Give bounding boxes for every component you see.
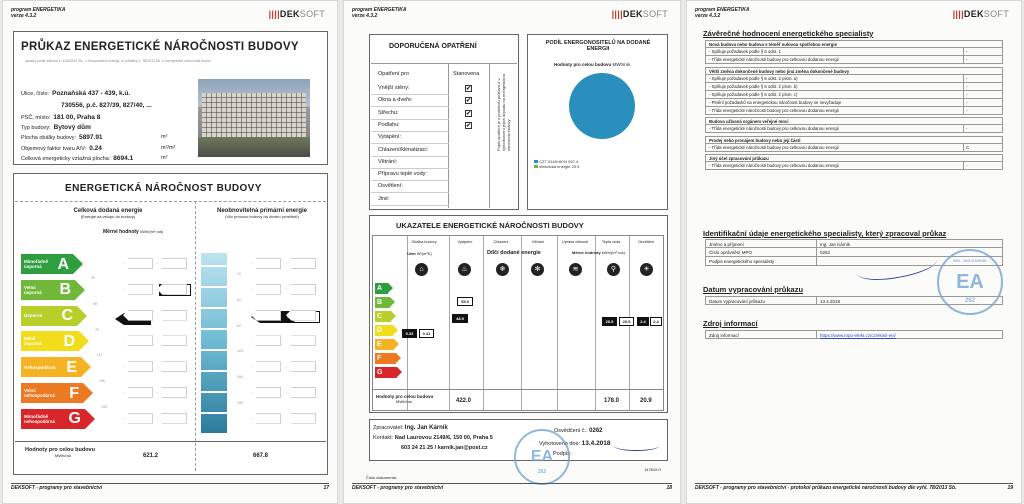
delivered-energy-header: Celková dodaná energie (Energie na vstupu do budovy) (73, 208, 143, 219)
building-field: Objemový faktor tvaru A/V: 0.24 m²/m³ (21, 145, 176, 152)
heating-icon: ♨ (458, 263, 471, 276)
mini-class-a: A (375, 283, 388, 294)
total-values-label: Hodnoty pro celou budovu MWh/rok (376, 394, 434, 404)
measure-checkbox: ✔ (466, 98, 472, 105)
energy-class-b: Velmi úsporná B (21, 280, 75, 300)
measure-item: Jiné: (378, 195, 390, 202)
uem-building-value: 0.33 (402, 329, 417, 338)
scale-marker-outline (157, 361, 187, 372)
official-stamp: EA 262 (514, 429, 570, 485)
specialist-row: Číslo oprávnění MPO 0262 (705, 248, 1003, 257)
page-footer: DEKSOFT - programy pro stavebnictví - protokol průkazu energetické náročnosti budovy dle vyhl. 78/2013 Sb. 19 (695, 485, 1013, 491)
issue-date-title: Datum vypracování průkazu (703, 285, 804, 294)
mini-class-c: C (375, 311, 391, 322)
measure-checkbox: ✔ (466, 122, 472, 129)
lighting-bulb-icon: ☀ (640, 263, 653, 276)
indicators-title: UKAZATELE ENERGETICKÉ NÁROČNOSTI BUDOVY (396, 221, 584, 230)
measures-column-status: Stanovena (453, 71, 480, 77)
assessment-row: - Splňuje požadavek podle § 6 odst. 2 písm. a) - (705, 75, 1003, 83)
building-field: Typ budovy: Bytový dům (21, 124, 91, 131)
indicator-column-header: Osvětlení (637, 240, 655, 244)
energy-class-f: Velmi nehospodárná F (21, 383, 83, 403)
program-label: program ENERGETIKA verze 4.3.2 (695, 7, 750, 19)
hot-water-reference-value: 20.5 (619, 317, 634, 326)
class-threshold-delivered: 39 (91, 276, 95, 280)
energy-class-d: Méně úsporná D (21, 331, 79, 351)
official-stamp: EA 262 ING. JAN KÁRNÍK (937, 249, 1003, 315)
assessment-row: - Splňuje požadavek podle § 6 odst. 1 - (705, 48, 1003, 56)
indicator-column-header: Vytápění (457, 240, 473, 244)
assessment-section-header: Jiný účel zpracování průkazu (705, 154, 1003, 162)
page-footer: DEKSOFT - programy pro stavebnictví 18 (352, 485, 672, 491)
specialist-row: Jméno a příjmení Ing. Jan Kárník (705, 239, 1003, 248)
pie-legend: CZT 0148+60% 597.4 elektrická energie 23.9 (534, 159, 579, 169)
mini-class-f: F (375, 353, 396, 364)
scale-marker-outline (286, 258, 316, 269)
assessment-row: - Splňuje požadavek podle § 6 odst. 2 písm. b) - (705, 83, 1003, 91)
total-lighting-value: 20.9 (640, 398, 652, 404)
assessment-section-header: Budova užívaná orgánem veřejné moci (705, 117, 1003, 125)
assessment-row: - Třída energetické náročnosti budovy pro celkovou dodanou energii - (705, 56, 1003, 64)
scale-marker-outline (123, 361, 153, 372)
lighting-reference-value: 2.4 (650, 317, 662, 326)
class-threshold-delivered: 78 (95, 327, 99, 332)
indicator-column-header: Úprava vlhkosti (562, 240, 588, 244)
house-envelope-icon: ⌂ (415, 263, 428, 276)
total-delivered-value: 621.2 (143, 453, 159, 459)
scale-marker-outline (286, 310, 316, 321)
scale-marker-outline (251, 387, 281, 398)
hot-water-building-value: 20.5 (602, 317, 617, 326)
energy-carrier-share-title: PODÍL ENERGONOSITELŮ NA DODANÉ ENERGII (545, 40, 651, 52)
measure-item: Přípravu teplé vody: (378, 171, 427, 178)
specialist-row: Podpis energetického specialisty (705, 257, 1003, 266)
assessment-section-header: Prodej nebo pronájem budovy nebo její části (705, 136, 1003, 144)
energy-carrier-pie-chart (569, 73, 635, 139)
handwritten-signature (614, 441, 659, 451)
class-threshold-primary: 82 (237, 323, 241, 328)
contact-field: Kontakt: Nad Laurovou 2149/6, 150 00, Praha 5 (373, 435, 493, 441)
issue-date-row: Datum vypracování průkazu 13.4.2018 (705, 296, 1003, 305)
class-threshold-delivered: 117 (97, 353, 103, 358)
scale-marker-outline (123, 310, 153, 321)
measure-item: Vytápění: (378, 134, 402, 141)
certificate-page-19 (686, 0, 1022, 504)
building-field: Celková energeticky vztažná plocha: 8694.1 m² (21, 155, 168, 162)
building-field: PSČ, místo: 181 00, Praha 8 (21, 114, 101, 121)
hot-water-tap-icon: ⚲ (607, 263, 620, 276)
deksoft-logo: ||||DEKSOFT (952, 9, 1009, 19)
total-heating-value: 422.0 (456, 398, 472, 404)
assessment-row: - Třída energetické náročnosti budovy pro celkovou dodanou energii C (705, 144, 1003, 152)
assessment-section-header: Nová budova nebo budova s téměř nulovou spotřebou energie (705, 40, 1003, 48)
processor-field: Zpracovatel: Ing. Jan Kárník (373, 425, 448, 431)
certificate-page-17 (2, 0, 338, 504)
scale-marker-outline (157, 284, 187, 295)
scale-marker-outline (286, 335, 316, 346)
assessment-row: - Třída energetické náročnosti budovy pro celkovou dodanou energii - (705, 162, 1003, 170)
scale-marker-outline (157, 413, 187, 424)
mini-class-e: E (375, 339, 394, 350)
energy-carrier-subtitle: Hodnoty pro celou budovu MWh/rok (554, 62, 631, 67)
measure-item: Osvětlení: (378, 183, 403, 190)
assessment-section-header: Větší změna dokončené budovy nebo jiná změna dokončené budovy (705, 67, 1003, 75)
cooling-icon: ❄ (496, 263, 509, 276)
class-threshold-delivered: 195 (101, 405, 107, 409)
building-field: Plocha obálky budovy: 5897.91 m² (21, 134, 168, 141)
measure-item: Podlahu: (378, 121, 400, 128)
lighting-building-value: 2.4 (637, 317, 649, 326)
document-number-value: 147619.0 (644, 467, 661, 472)
page-footer: DEKSOFT - programy pro stavebnictví 17 (11, 485, 329, 491)
mini-class-d: D (375, 325, 393, 336)
measures-column-label: Opatření pro (378, 71, 409, 77)
energy-class-e: Nehospodárná E (21, 357, 81, 377)
scale-marker-outline (123, 387, 153, 398)
mini-class-g: G (375, 367, 397, 378)
scale-marker-outline (286, 413, 316, 424)
indicator-column-header: Obálka budovy (411, 240, 437, 244)
info-source-row[interactable]: Zdroj informací https://www.mpo-efekt.cz/cz/ekis/i-eis/ (705, 330, 1003, 339)
final-assessment-title: Závěrečné hodnocení energetického specialisty (703, 29, 874, 38)
energy-class-g: Mimořádně nehospodárná G (21, 409, 85, 429)
scale-marker-outline (251, 258, 281, 269)
measure-item: Vnější stěny: (378, 85, 410, 91)
recommended-measures-title: DOPORUČENÁ OPATŘENÍ (389, 43, 477, 50)
class-threshold-primary: 205 (237, 401, 243, 405)
total-primary-value: 667.8 (253, 453, 269, 459)
total-hot-water-value: 178.0 (604, 398, 620, 404)
uem-reference-value: 0.41 (419, 329, 434, 338)
assessment-row: - Plnění požadavků na energetickou náročnost budovy se nevyžaduje - (705, 99, 1003, 107)
mini-class-b: B (375, 297, 390, 308)
measures-note: Popis opatření je v protokolu průkazu a v vyhodnocení jejich dopadu na energetickou náročnost budovy (496, 74, 511, 151)
measure-item: Okna a dveře: (378, 97, 413, 104)
certificate-subtitle: vydaný podle zákona č. 406/2000 Sb., o hospodaření energií, a vyhlášky č. 78/2013 Sb. o energetické náročnosti budov (25, 59, 211, 63)
program-label: program ENERGETIKA verze 4.3.2 (11, 7, 66, 19)
building-field: Ulice, číslo: Poznaňská 437 - 439, k.ú. (21, 90, 131, 97)
assessment-row: - Třída energetické náročnosti budovy pro celkovou dodanou energii - (705, 125, 1003, 133)
heating-building-value: 48.5 (452, 314, 468, 323)
deksoft-logo: ||||DEKSOFT (611, 9, 668, 19)
uem-label: Uem W/(m²K) (407, 251, 432, 256)
scale-marker-outline (251, 310, 281, 321)
energy-class-c: Úsporná C (21, 306, 77, 326)
partial-energy-label: Dílčí dodané energie (487, 250, 541, 256)
specific-values-label: Měrné hodnoty kWh/(m².rok) (103, 229, 164, 235)
measure-item: Větrání: (378, 158, 398, 165)
primary-energy-header: Neobnovitelná primární energie (Vliv provozu budovy na životní prostředí) (216, 208, 308, 219)
ventilation-fan-icon: ✻ (531, 263, 544, 276)
measure-item: Střechu: (378, 109, 399, 116)
certificate-number-field: Osvědčení č.: 0262 (554, 428, 603, 434)
indicator-column-header: Chlazení (493, 240, 509, 244)
indicator-column-header: Teplá voda (601, 240, 621, 244)
humidity-icon: ≋ (569, 263, 582, 276)
class-threshold-delivered: 156 (99, 379, 105, 384)
assessment-row: - Splňuje požadavek podle § 6 odst. 2 písm. c) - (705, 91, 1003, 99)
document-number-label: Číslo dokumentu: (366, 475, 398, 480)
class-threshold-delivered: 59 (93, 301, 97, 306)
measure-checkbox: ✔ (466, 86, 472, 92)
class-threshold-primary: 164 (237, 375, 243, 380)
scale-marker-outline (251, 413, 281, 424)
measure-item: Chlazení/klimatizaci: (378, 146, 429, 153)
scale-marker-outline (123, 413, 153, 424)
certificate-title: PRŮKAZ ENERGETICKÉ NÁROČNOSTI BUDOVY (21, 41, 299, 53)
specialist-identity-title: Identifikační údaje energetického specialisty, který zpracoval průkaz (703, 229, 947, 238)
info-source-title: Zdroj informací (703, 319, 758, 328)
assessment-row: - Třída energetické náročnosti budovy pro celkovou dodanou energii - (705, 107, 1003, 115)
class-threshold-primary: 41 (237, 272, 241, 276)
primary-energy-scale-bar (201, 253, 227, 433)
scale-marker-outline (286, 361, 316, 372)
indicator-column-header: Větrání (531, 240, 545, 244)
building-field: 730556, p.č. 827/39, 827/40, ... (61, 102, 152, 109)
class-threshold-primary: 61 (237, 297, 241, 302)
building-photo (198, 79, 310, 157)
scale-marker-outline (251, 335, 281, 346)
program-label: program ENERGETIKA verze 4.3.2 (352, 7, 407, 19)
scale-marker-outline (157, 335, 187, 346)
issue-date-field: Vyhotoveno dne: 13.4.2018 (539, 440, 611, 447)
energy-class-a: Mimořádně úsporná A (21, 254, 73, 274)
total-values-label: Hodnoty pro celou budovu MWh/rok (25, 447, 95, 458)
deksoft-logo: ||||DEKSOFT (268, 9, 325, 19)
scale-marker-outline (157, 387, 187, 398)
contact-phone-email: 603 24 21 25 / karnik.jan@post.cz (401, 445, 488, 451)
specific-values-label: Měrné hodnoty kWh/(m².rok) (572, 250, 625, 255)
scale-marker-outline (157, 258, 187, 269)
heating-reference-value: 55.6 (457, 297, 473, 306)
scale-marker-outline (251, 284, 281, 295)
class-threshold-primary: 123 (237, 349, 243, 354)
measure-checkbox: ✔ (466, 110, 472, 117)
scale-marker-outline (123, 284, 153, 295)
certificate-page-18 (343, 0, 681, 504)
energy-performance-heading: ENERGETICKÁ NÁROČNOST BUDOVY (65, 183, 262, 194)
scale-marker-outline (123, 258, 153, 269)
signature-field: Podpis: (553, 451, 572, 457)
scale-marker-outline (286, 284, 316, 295)
scale-marker-outline (157, 310, 187, 321)
scale-marker-outline (286, 387, 316, 398)
scale-marker-outline (123, 335, 153, 346)
scale-marker-outline (251, 361, 281, 372)
